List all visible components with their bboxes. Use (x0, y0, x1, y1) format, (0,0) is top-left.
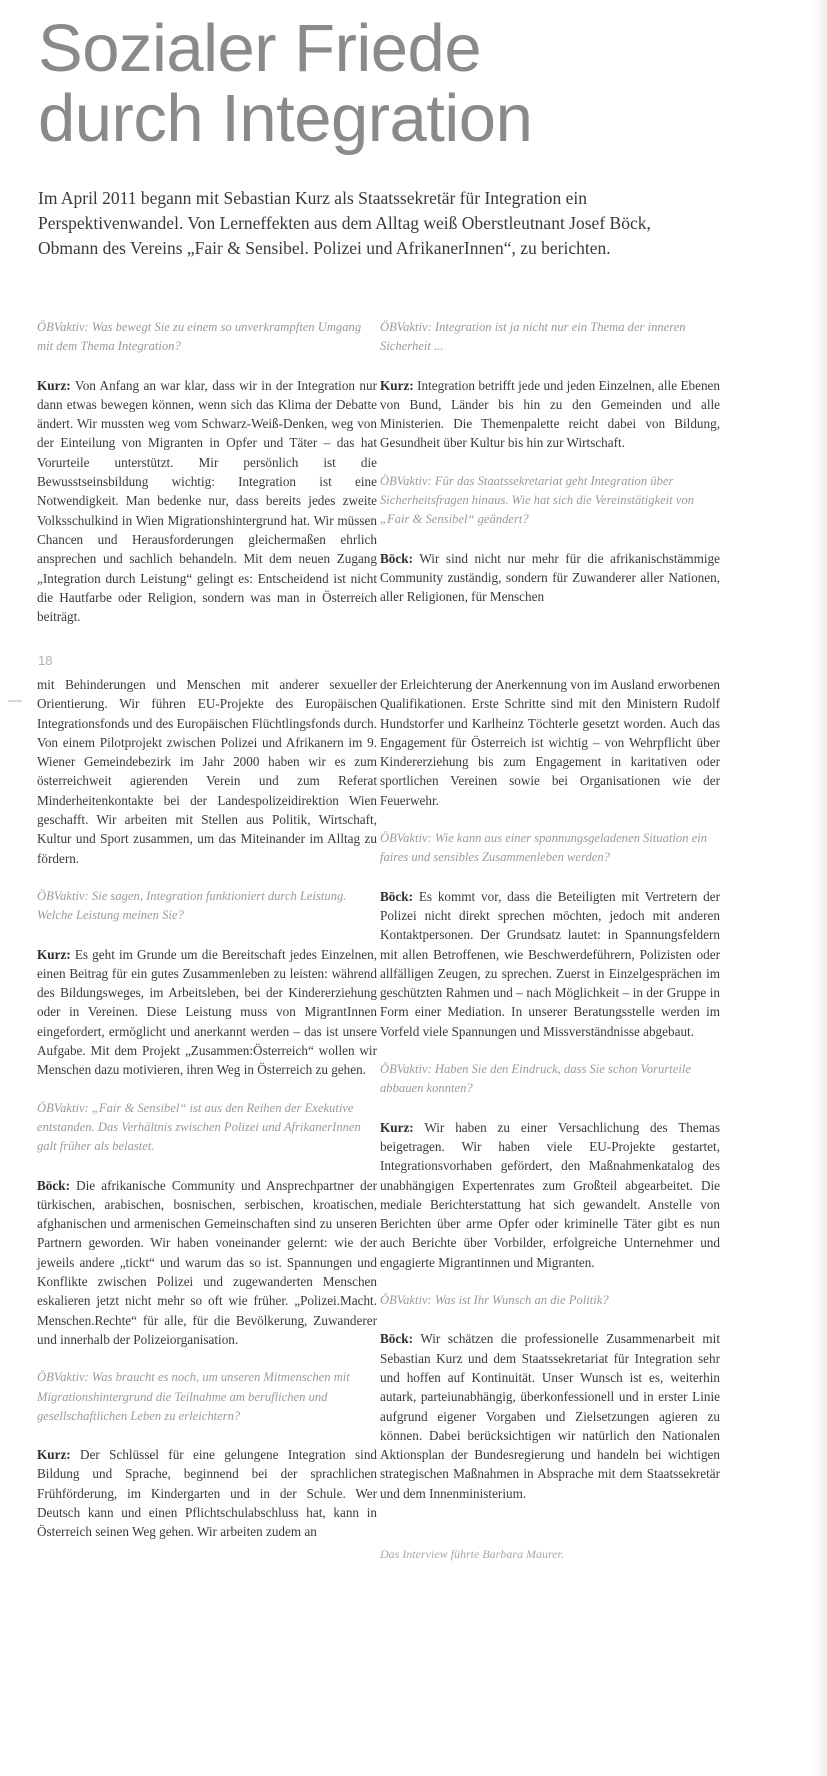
interview-question: ÖBVaktiv: Wie kann aus einer spannungsgeladenen Situation ein faires und sensibles Zusammenleben werden? (380, 831, 708, 865)
interview-answer (380, 376, 720, 453)
speaker-label: Kurz: (37, 1447, 71, 1463)
interview-question: ÖBVaktiv: Sie sagen, Integration funktioniert durch Leistung. Welche Leistung meinen Sie? (37, 888, 347, 923)
page-edge-shadow (813, 0, 827, 1776)
interview-answer (380, 549, 720, 607)
interview-question: ÖBVaktiv: Für das Staatssekretariat geht Integration über Sicherheitsfragen hinaus. Wie hat sich die Vereinstätigkeit von „Fair & Sensibel“ geändert? (380, 473, 695, 527)
speaker-label: Kurz: (37, 946, 71, 962)
interview-answer (380, 1118, 720, 1272)
margin-mark (8, 700, 22, 702)
answer-text: Die afrikanische Community und Ansprechpartner der türkischen, arabischen, bosnischen, serbischen, kroatischen, afghanischen und armenischen Gemeinschaften sind zu unseren Partnern geworden. Wir haben voneinander gelernt: wie der jeweils andere „tickt“ und warum das so ist. Spannungen und Konflikte zwischen Polizei und zugewanderten Menschen eskalieren jetzt nicht mehr so oft wie früher. „Polizei.Macht. Menschen.Rechte“ für alle, für die Bevölkerung, Zuwanderer und innerhalb der Polizeiorganisation. (37, 1177, 378, 1347)
answer-text: Wir sind nicht nur mehr für die afrikanischstämmige Community zuständig, sondern für Zuwanderer aller Nationen, aller Religionen, für Menschen (380, 550, 720, 605)
speaker-label: Böck: (380, 888, 413, 904)
answer-continuation: mit Behinderungen und Menschen mit anderer sexueller Orientierung. Wir führen EU-Projekte des Europäischen Integrationsfonds und des Europäischen Flüchtlingsfonds durch. Von einem Pilotprojekt zwischen Polizei und Afrikanern im 9. Wiener Gemeindebezirk im Jahr 2000 haben wir es zum österreichweit agierenden Verein und zum Referat Minderheitenkontakte bei der Landespolizeidirektion Wien geschafft. Wir arbeiten mit Stellen aus Politik, Wirtschaft, Kultur und Sport zusammen, um das Miteinander im Alltag zu fördern. (37, 677, 377, 866)
interview-answer (37, 1176, 377, 1350)
column-top-left (37, 318, 377, 645)
answer-text: Der Schlüssel für eine gelungene Integration sind Bildung und Sprache, beginnend bei der sprachlichen Frühförderung, im Kindergarten und in der Schule. Wer Deutsch kann und einen Pflichtschulabschluss hat, kann in Österreich seinen Weg gehen. Wir arbeiten zudem an (37, 1447, 378, 1540)
interview-question: ÖBVaktiv: „Fair & Sensibel“ ist aus den Reihen der Exekutive entstanden. Das Verhältnis zwischen Polizei und AfrikanerInnen galt früher als belastet. (37, 1100, 361, 1154)
interview-question: ÖBVaktiv: Was ist Ihr Wunsch an die Politik? (380, 1293, 609, 1308)
interview-credit: Das Interview führte Barbara Maurer. (380, 1546, 564, 1561)
headline-line-2: durch Integration (38, 81, 533, 156)
column-bottom-left (37, 675, 377, 1561)
interview-answer (37, 945, 377, 1080)
column-top-right (380, 318, 720, 626)
speaker-label: Böck: (37, 1177, 70, 1193)
headline-line-1: Sozialer Friede (38, 11, 482, 86)
speaker-label: Böck: (380, 1331, 413, 1347)
article-lead: Im April 2011 begann mit Sebastian Kurz als Staatssekretär für Integration ein Perspektivenwandel. Von Lerneffekten aus dem Alltag weiß Oberstleutnant Josef Böck, Obmann des Vereins „Fair & Sensibel. Polizei und AfrikanerInnen“, zu berichten. (38, 188, 651, 258)
answer-text: Es geht im Grunde um die Bereitschaft jedes Einzelnen, einen Beitrag für ein gutes Zusammenleben zu leisten: während des Bildungsweges, im Arbeitsleben, bei der Kindererziehung oder in Vereinen. Diese Leistung muss von MigrantInnen eingefordert, ermöglicht und anerkannt werden – das ist unsere Aufgabe. Mit dem Projekt „Zusammen:Österreich“ wollen wir Menschen dazu motivieren, ihren Weg in Österreich zu gehen. (37, 946, 378, 1078)
page-number: 18 (38, 653, 53, 668)
interview-question: ÖBVaktiv: Integration ist ja nicht nur ein Thema der inneren Sicherheit ... (380, 320, 686, 354)
speaker-label: Kurz: (37, 377, 71, 393)
column-bottom-right (380, 675, 720, 1564)
speaker-label: Kurz: (380, 1119, 414, 1135)
interview-answer (37, 1445, 377, 1541)
interview-answer (37, 376, 377, 627)
answer-continuation: der Erleichterung der Anerkennung von im Ausland erworbenen Qualifikationen. Erste Schritte sind mit den Ministern Rudolf Hundstorfer und Karlheinz Töchterle gesetzt worden. Auch das Engagement für Österreich ist wichtig – von Wehrpflicht über Kindererziehung bis zum Engagement in karitativen oder sportlichen Vereinen sowie bei Organisationen wie der Feuerwehr. (380, 677, 720, 808)
answer-text: Integration betrifft jede und jeden Einzelnen, alle Ebenen von Bund, Länder bis hin zu den Gemeinden und alle Ministerien. Die Themenpalette reicht dabei von Bildung, Gesundheit über Kultur bis hin zur Wirtschaft. (380, 377, 721, 451)
interview-question: ÖBVaktiv: Was braucht es noch, um unseren Mitmenschen mit Migrationshintergrund die Teilnahme am beruflichen und gesellschaftlichen Leben zu erleichtern? (37, 1370, 350, 1423)
answer-text: Wir haben zu einer Versachlichung des Themas beigetragen. Wir haben viele EU-Projekte gestartet, Integrationsvorhaben gefördert, den Maßnahmenkatalog des unabhängigen Expertenrates zum Großteil abgearbeitet. Die mediale Berichterstattung hat sich gewandelt. Anstelle von Berichten über arme Opfer oder kriminelle Täter gibt es nun auch Berichte über Vorbilder, erfolgreiche Unternehmer und engagierte Migrantinnen und Migranten. (380, 1119, 720, 1270)
interview-question: ÖBVaktiv: Was bewegt Sie zu einem so unverkrampften Umgang mit dem Thema Integration? (37, 320, 362, 354)
interview-answer (380, 887, 720, 1041)
answer-text: Wir schätzen die professionelle Zusammenarbeit mit Sebastian Kurz und dem Staatssekretariat für Integration sehr und hoffen auf Kontinuität. Unser Wunsch ist es, weiterhin autark, parteiunabhängig, überkonfessionell und in erster Linie aufgrund eigener Vorgaben und Zielsetzungen agieren zu können. Dabei berücksichtigen wir natürlich den Nationalen Aktionsplan der Bundesregierung und handeln bei wichtigen strategischen Maßnahmen in Absprache mit dem Staatssekretär und dem Innenministerium. (380, 1331, 720, 1501)
interview-question: ÖBVaktiv: Haben Sie den Eindruck, dass Sie schon Vorurteile abbauen konnten? (380, 1062, 691, 1096)
speaker-label: Böck: (380, 550, 413, 566)
answer-text: Es kommt vor, dass die Beteiligten mit Vertretern der Polizei nicht direkt sprechen möchten, jedoch mit anderen Kontaktpersonen. Der Grundsatz lautet: in Spannungsfeldern mit allen Betroffenen, wie Beschwerdeführern, Polizisten oder allfälligen Zeugen, zu sprechen. Zuerst in Einzelgesprächen im geschützten Rahmen und – nach Möglichkeit – in der Gruppe in Form einer Mediation. In unserer Beratungsstelle werden im Vorfeld viele Spannungen und Missverständnisse abgebaut. (380, 888, 720, 1039)
speaker-label: Kurz: (380, 377, 414, 393)
answer-text: Von Anfang an war klar, dass wir in der Integration nur dann etwas bewegen können, wenn sich das Klima der Debatte ändert. Wir mussten weg vom Schwarz-Weiß-Denken, weg von der Einteilung von Migranten in Opfer und Täter – das hat Vorurteile unterstützt. Mir persönlich ist die Bewusstseinsbildung wichtig: Integration ist eine Notwendigkeit. Man bedenke nur, dass bereits jedes zweite Volksschulkind in Wien Migrationshintergrund hat. Wir müssen Chancen und Herausforderungen gleichermaßen ehrlich ansprechen und sachlich behandeln. Mit dem neuen Zugang „Integration durch Leistung“ gelingt es: Entscheidend ist nicht die Hautfarbe oder Religion, sondern was man in Österreich beiträgt. (37, 377, 378, 625)
interview-answer (380, 1329, 720, 1503)
article-headline (38, 11, 533, 156)
